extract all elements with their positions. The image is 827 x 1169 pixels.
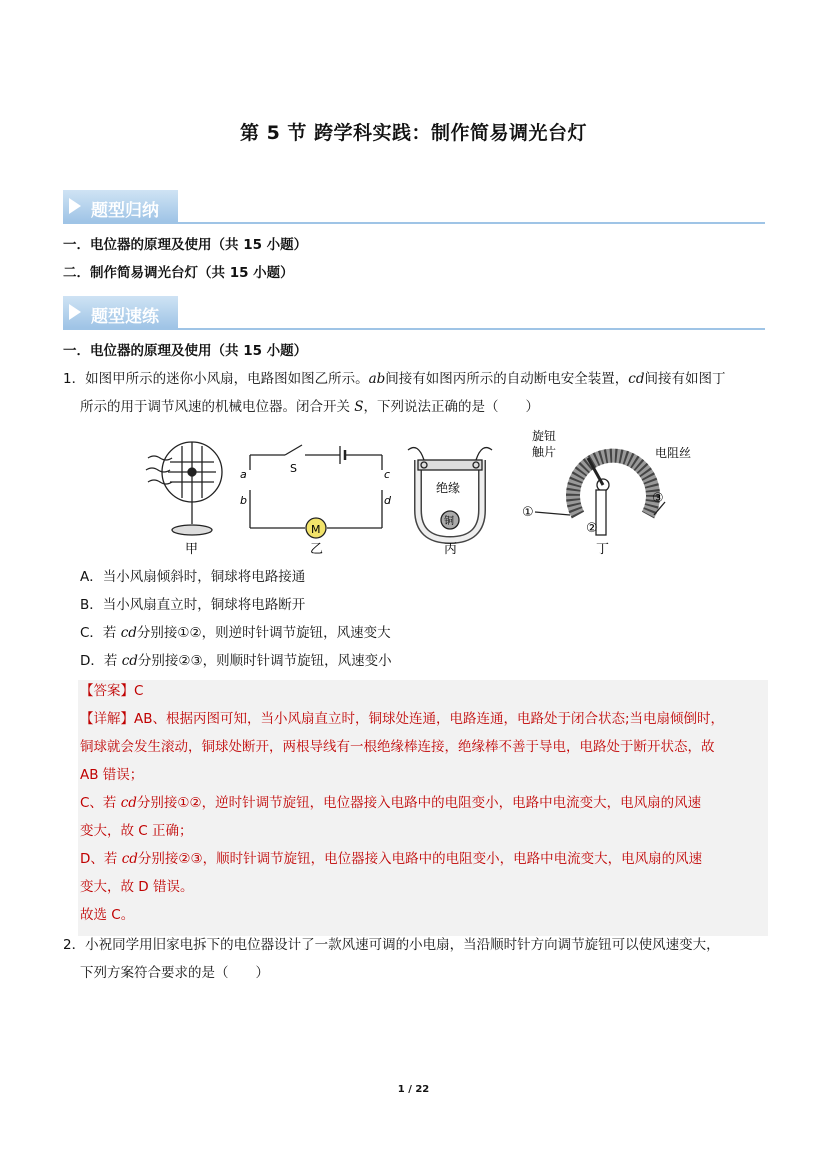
toc-item-2: 二．制作简易调光台灯（共 15 小题） [63, 265, 294, 281]
svg-text:铜: 铜 [444, 516, 454, 527]
option-c: C．若 cd分别接①②，则逆时针调节旋钮，风速变大 [80, 625, 391, 641]
detail-line-6: D、若 cd分别接②③，顺时针调节旋钮，电位器接入电路中的电阻变小，电路中电流变大，电风扇的风速 [80, 851, 703, 867]
svg-text:电阻丝: 电阻丝 [655, 446, 692, 460]
svg-text:触片: 触片 [532, 445, 557, 459]
svg-text:③: ③ [652, 491, 664, 506]
arrow-icon [69, 304, 81, 320]
label-S: S [290, 462, 297, 475]
svg-text:d: d [384, 494, 391, 507]
svg-text:c: c [384, 468, 391, 481]
option-a: A．当小风扇倾斜时，铜球将电路接通 [80, 569, 306, 585]
banner-practice: 题型速练 [63, 296, 765, 330]
detail-line-5: 变大，故 C 正确； [80, 823, 193, 839]
question-1-line-1: 1．如图甲所示的迷你小风扇，电路图如图乙所示。ab间接有如图丙所示的自动断电安全装置，cd间接有如图丁 [63, 371, 726, 387]
svg-text:b: b [240, 494, 247, 507]
question-2-line-2: 下列方案符合要求的是（ ） [80, 965, 269, 981]
fan-figure [146, 442, 222, 535]
label-bing: 丙 [444, 542, 458, 557]
banner-summary: 题型归纳 [63, 190, 765, 224]
page-number: 1 / 22 [397, 1084, 430, 1095]
question-1-line-2: 所示的用于调节风速的机械电位器。闭合开关 S，下列说法正确的是（ ） [80, 399, 540, 415]
label-yi: 乙 [310, 542, 324, 557]
toc-item-1: 一．电位器的原理及使用（共 15 小题） [63, 237, 308, 253]
option-b: B．当小风扇直立时，铜球将电路断开 [80, 597, 306, 613]
detail-line-2: 铜球就会发生滚动，铜球处断开，两根导线有一根绝缘棒连接，绝缘棒不善于导电，电路处于断开状态，故 [80, 739, 715, 755]
detail-line-4: C、若 cd分别接①②，逆时针调节旋钮，电位器接入电路中的电阻变小，电路中电流变大，电风扇的风速 [80, 795, 702, 811]
question-2-line-1: 2．小祝同学用旧家电拆下的电位器设计了一款风速可调的小电扇，当沿顺时针方向调节旋钮可以使风速变大， [63, 937, 720, 953]
detail-line-1: 【详解】AB、根据丙图可知，当小风扇直立时，铜球处连通，电路连通，电路处于闭合状态;当电扇倾倒时， [80, 711, 725, 727]
svg-text:a: a [240, 468, 247, 481]
svg-text:①: ① [522, 505, 534, 520]
detail-line-3: AB 错误； [80, 767, 144, 783]
svg-text:旋钮: 旋钮 [532, 429, 557, 443]
svg-text:②: ② [586, 521, 598, 536]
answer-label: 【答案】C [80, 683, 144, 699]
label-ding: 丁 [596, 542, 610, 557]
option-d: D．若 cd分别接②③，则顺时针调节旋钮，风速变小 [80, 653, 392, 669]
question-1-figure [140, 420, 720, 560]
potentiometer-figure [535, 456, 665, 535]
svg-text:绝缘: 绝缘 [436, 481, 461, 495]
label-jia: 甲 [185, 542, 199, 557]
detail-line-7: 变大，故 D 错误。 [80, 879, 194, 895]
detail-line-8: 故选 C。 [80, 907, 135, 923]
section-heading: 一．电位器的原理及使用（共 15 小题） [63, 343, 308, 359]
arrow-icon [69, 198, 81, 214]
motor-symbol: M [311, 523, 321, 536]
page-title: 第 5 节 跨学科实践：制作简易调光台灯 [239, 122, 588, 144]
